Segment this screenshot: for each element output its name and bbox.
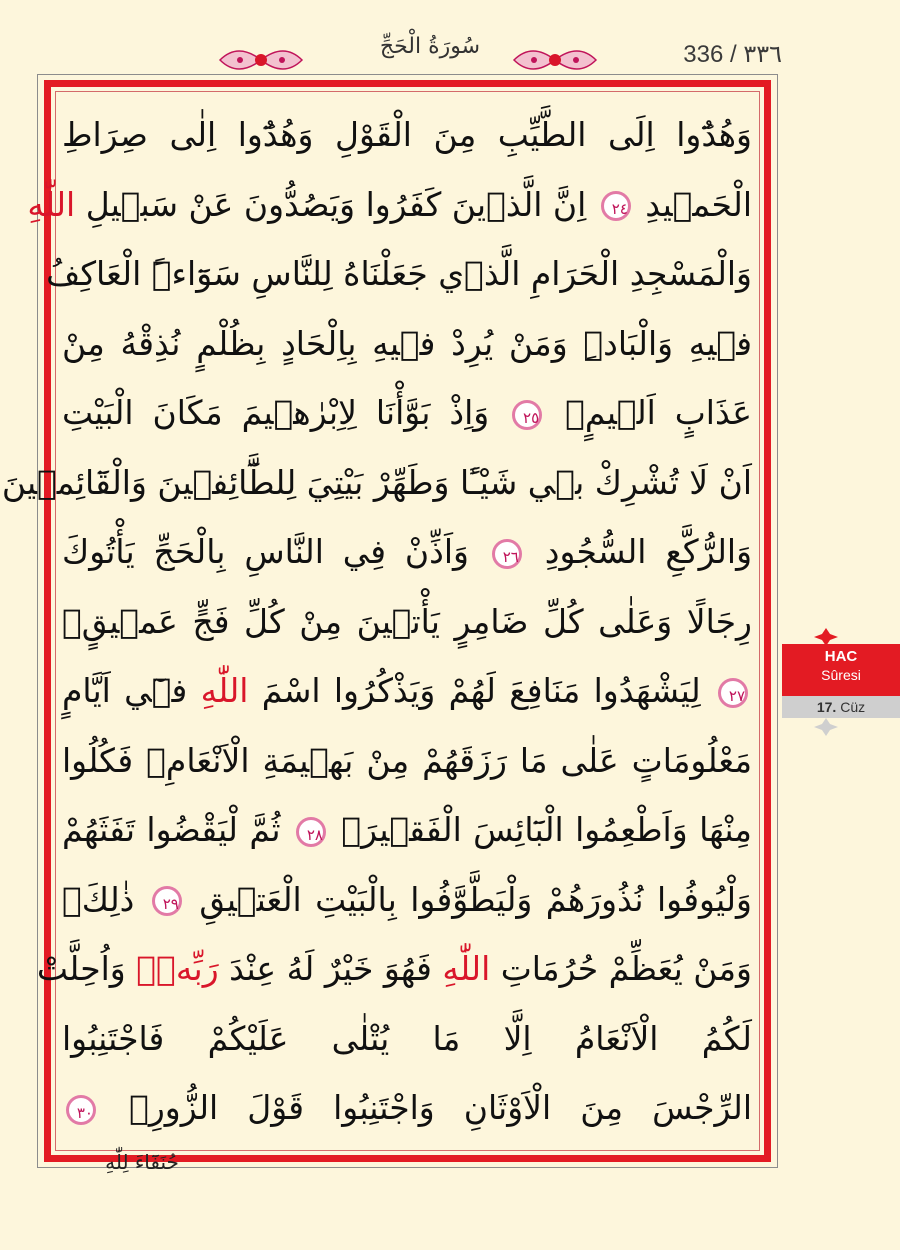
verse-line xyxy=(62,309,752,379)
verse-text: الرِّجْسَ مِنَ الْاَوْثَانِ وَاجْتَنِبُوا قَوْلَ الزُّورِۙ xyxy=(100,1088,752,1127)
verse-text: ف۪يهِ وَالْبَادِۜ وَمَنْ يُرِدْ ف۪يهِ بِاِلْحَادٍ بِظُلْمٍ نُذِقْهُ مِنْ xyxy=(62,323,752,363)
verse-line xyxy=(62,100,752,170)
ayah-number-marker: ٢٤ xyxy=(601,191,631,221)
verse-text: وَالرُّكَّعِ السُّجُودِ xyxy=(525,532,753,571)
verse-line xyxy=(1,448,752,518)
page-header xyxy=(0,0,900,80)
verse-text: ذٰلِكَۗ xyxy=(62,879,148,919)
verse-line xyxy=(62,1073,752,1143)
verse-text: اِنَّ الَّذ۪ينَ كَفَرُوا وَيَصُدُّونَ عَنْ سَب۪يلِ xyxy=(75,184,597,224)
verse-line xyxy=(62,795,752,865)
tab-ornament-bottom-icon xyxy=(814,718,838,736)
surah-label: Sûresi xyxy=(821,667,861,683)
divine-name: اللّٰهِ xyxy=(27,184,76,224)
ayah-number-marker: ٢٨ xyxy=(296,817,326,847)
verse-text: وَاِذْ بَوَّأْنَا لِاِبْرٰه۪يمَ مَكَانَ الْبَيْتِ xyxy=(62,393,509,432)
surah-side-tab[interactable] xyxy=(782,628,900,728)
divine-name: رَبِّه۪ۜ xyxy=(136,949,219,988)
verse-line xyxy=(36,934,752,1004)
surah-title: سُورَةُ الْحَجِّ xyxy=(379,34,481,59)
verse-line xyxy=(62,865,752,935)
verse-text: عَذَابٍ اَل۪يمٍ۟ xyxy=(546,393,752,432)
verse-text: وَلْيُوفُوا نُذُورَهُمْ وَلْيَطَّوَّفُوا بِالْبَيْتِ الْعَت۪يقِ xyxy=(185,879,752,919)
verse-line xyxy=(62,1004,752,1074)
quran-text xyxy=(1,100,753,1145)
verse-line xyxy=(62,378,752,448)
ayah-number-marker: ٢٧ xyxy=(718,678,748,708)
verse-text: ثُمَّ لْيَقْضُوا تَفَثَهُمْ xyxy=(62,810,292,849)
page-number: 336 / ٣٣٦ xyxy=(683,41,782,68)
verse-line xyxy=(62,587,752,657)
verse-text: ف۪ٓي اَيَّامٍ xyxy=(62,671,201,710)
verse-line xyxy=(62,726,752,796)
verse-text: مِنْهَا وَاَطْعِمُوا الْبَٓائِسَ الْفَق۪يرَۘ xyxy=(329,810,752,849)
ayah-number-marker: ٢٦ xyxy=(492,539,522,569)
ayah-number-marker: ٢٥ xyxy=(512,400,542,430)
surah-name: HAC xyxy=(824,648,858,665)
divine-name: اللّٰهِ xyxy=(442,949,491,988)
verse-line xyxy=(62,656,752,726)
catchword: حُنَفَٓاءَ لِلّٰهِ xyxy=(105,1150,179,1174)
verse-text: لَكُمُ الْاَنْعَامُ اِلَّا مَا يُتْلٰى عَلَيْكُمْ فَاجْتَنِبُوا xyxy=(62,1018,752,1058)
verse-text: لِيَشْهَدُوا مَنَافِعَ لَهُمْ وَيَذْكُرُوا اسْمَ xyxy=(248,671,715,710)
verse-text: الْحَم۪يدِ xyxy=(634,184,752,224)
ayah-number-marker: ٣٠ xyxy=(66,1095,96,1125)
verse-text: وَاَذِّنْ فِي النَّاسِ بِالْحَجِّ يَأْتُوكَ xyxy=(62,532,488,571)
verse-text: فَهُوَ خَيْرٌ لَهُ عِنْدَ xyxy=(218,949,443,988)
juz-label: Cüz xyxy=(840,699,866,715)
verse-text: وَمَنْ يُعَظِّمْ حُرُمَاتِ xyxy=(490,949,752,988)
juz-number: 17. xyxy=(816,699,837,715)
verse-text: وَاُحِلَّتْ xyxy=(36,949,137,988)
juz-tab[interactable] xyxy=(782,696,900,718)
ayah-number-marker: ٢٩ xyxy=(152,886,182,916)
verse-text: رِجَالًا وَعَلٰى كُلِّ ضَامِرٍ يَأْت۪ينَ مِنْ كُلِّ فَجٍّ عَم۪يقٍۙ xyxy=(62,601,752,641)
verse-text: وَالْمَسْجِدِ الْحَرَامِ الَّذ۪ي جَعَلْنَاهُ لِلنَّاسِ سَوَٓاءًۨ الْعَاكِفُ xyxy=(46,254,752,293)
verse-text: مَعْلُومَاتٍ عَلٰى مَا رَزَقَهُمْ مِنْ بَه۪يمَةِ الْاَنْعَامِۚ فَكُلُوا xyxy=(62,740,752,780)
divine-name: اللّٰهِ xyxy=(200,671,249,710)
verse-text: وَهُدُٓوا اِلَى الطَّيِّبِ مِنَ الْقَوْلِ وَهُدُٓوا اِلٰى صِرَاطِ xyxy=(62,115,752,154)
verse-text: اَنْ لَا تُشْرِكْ ب۪ي شَيْـًٔا وَطَهِّرْ بَيْتِيَ لِلطَّٓائِف۪ينَ وَالْقَٓائِم۪ينَ xyxy=(1,462,752,502)
surah-name-tab[interactable] xyxy=(782,644,900,696)
verse-line xyxy=(62,517,752,587)
verse-line xyxy=(46,239,752,309)
verse-line xyxy=(27,170,752,240)
